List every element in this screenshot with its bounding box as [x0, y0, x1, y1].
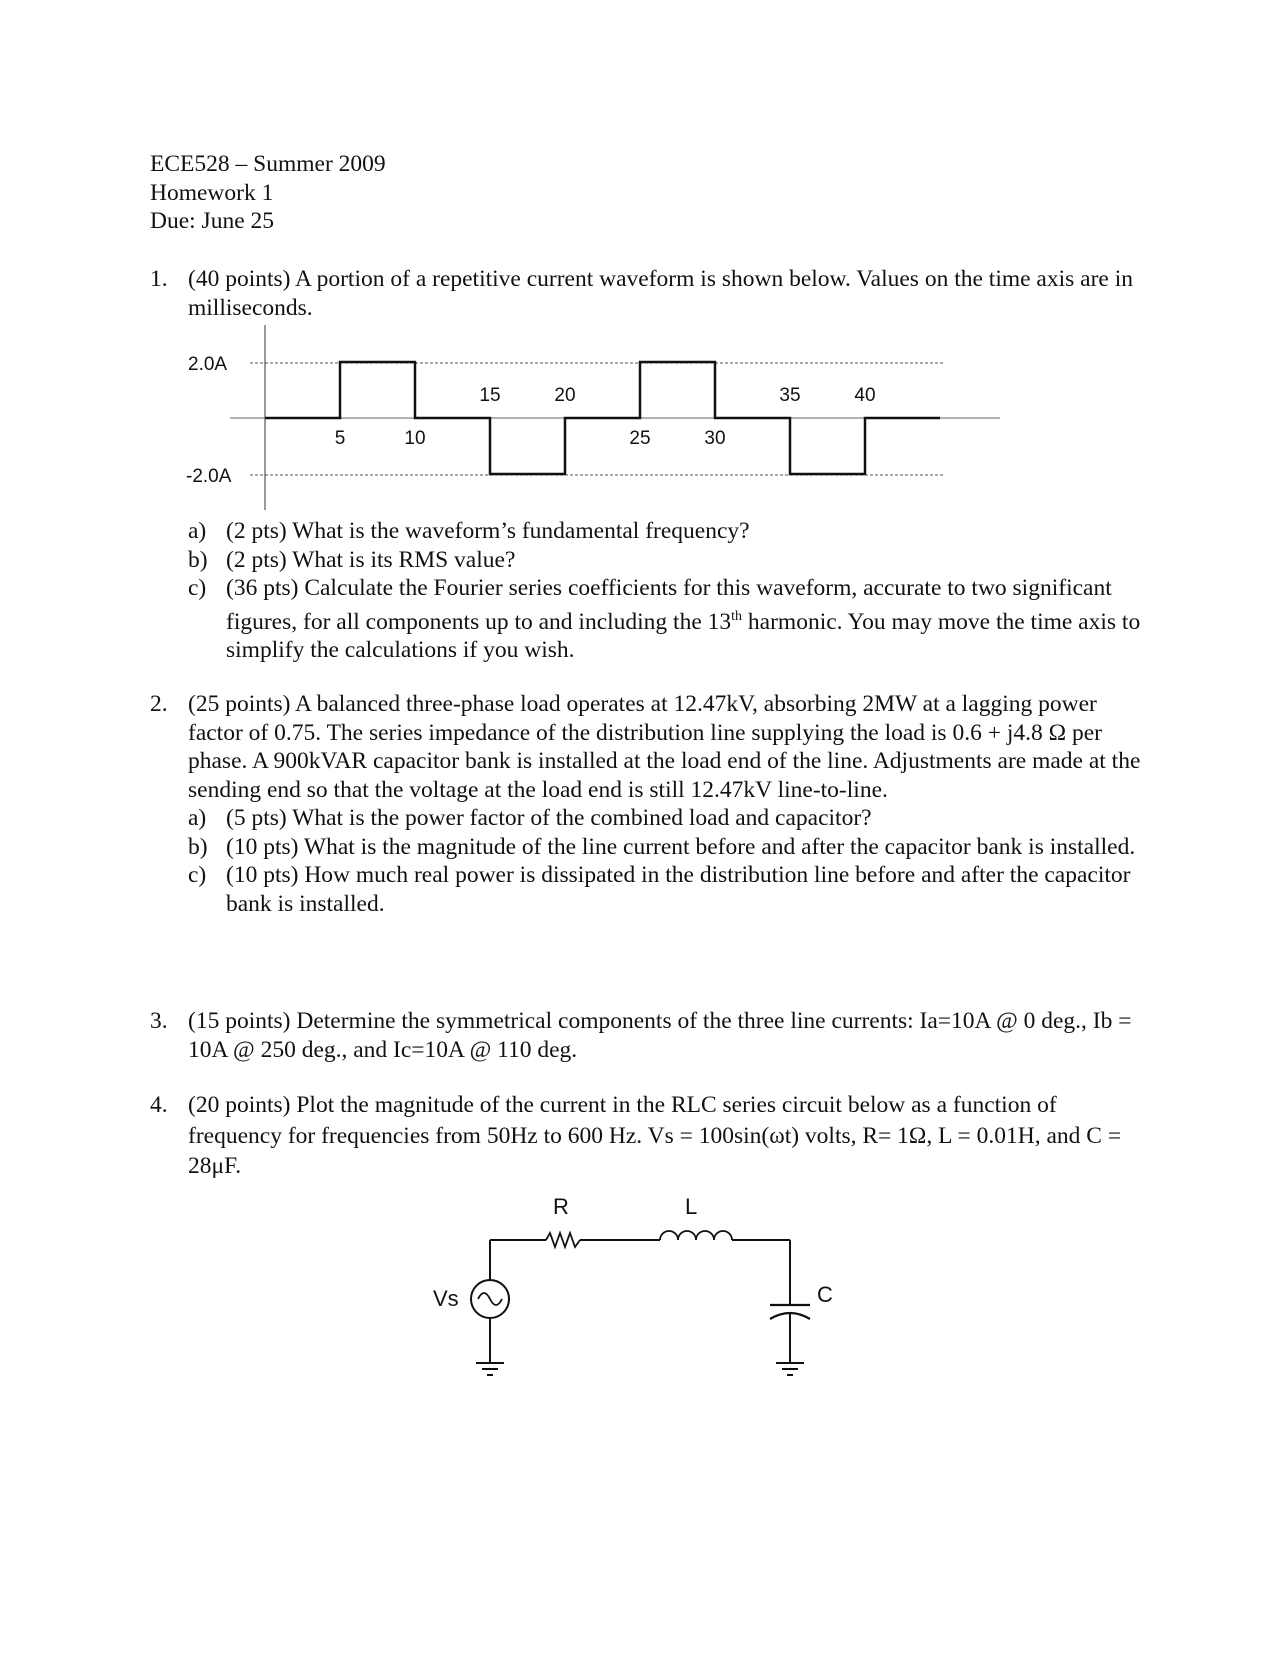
part-text: (2 pts) What is the waveform’s fundamental frequency?	[226, 518, 750, 544]
x-tick-label: 5	[334, 428, 346, 449]
inductor-symbol	[660, 1231, 732, 1240]
inductor-label: L	[685, 1194, 698, 1219]
part-text: (2 pts) What is its RMS value?	[226, 546, 516, 573]
x-tick-label: 15	[479, 385, 501, 406]
part-b	[188, 833, 1150, 862]
question-number: 1.	[150, 266, 168, 292]
question-number: 2.	[150, 691, 168, 717]
question-4	[150, 1090, 1150, 1182]
part-text	[226, 574, 1150, 664]
part-text-after: harmonic. You may move the time axis to simplify the calculations if you wish.	[226, 608, 1141, 663]
course-title: ECE528 – Summer 2009	[150, 151, 386, 177]
part-label: a)	[188, 805, 207, 831]
question-3	[150, 1007, 1150, 1064]
part-b	[188, 546, 1150, 575]
question-text: (25 points) A balanced three-phase load operates at 12.47kV, absorbing 2MW at a lagging power factor of 0.75. The series impedance of the distribution line supplying the load is 0.6 + j4.8 Ω per phase. A 900kVAR capacitor bank is installed at the load end of the line. Adjustments are made at the sending end so that the voltage at the load end is still 12.47kV line-to-line.	[188, 691, 1141, 803]
question-number: 3.	[150, 1008, 168, 1034]
rlc-circuit	[0, 1185, 1280, 1425]
question-text: (15 points) Determine the symmetrical components of the three line currents: Ia=10A @ 0 deg., Ib = 10A @ 250 deg., and Ic=10A @ 110 deg.	[188, 1008, 1132, 1063]
part-text: (10 pts) What is the magnitude of the line current before and after the capacitor bank is installed.	[226, 833, 1136, 860]
question-1	[150, 265, 1150, 322]
x-tick-label: 10	[404, 428, 426, 449]
document-header	[150, 150, 386, 236]
part-a	[188, 517, 1150, 546]
question-text: (40 points) A portion of a repetitive current waveform is shown below. Values on the time axis are in milliseconds.	[188, 266, 1134, 321]
assignment-title: Homework 1	[150, 179, 274, 206]
part-a	[188, 804, 1150, 833]
part-label: b)	[188, 546, 208, 573]
question-1-parts	[150, 517, 1150, 664]
part-label: c)	[188, 575, 207, 601]
part-text-before: (36 pts) Calculate the Fourier series coefficients for this waveform, accurate to two significant figures, for all components up to and including the 13	[226, 575, 1112, 635]
part-c	[188, 861, 1150, 918]
superscript: th	[731, 608, 743, 624]
part-text: (10 pts) How much real power is dissipated in the distribution line before and after the capacitor bank is installed.	[226, 862, 1131, 917]
x-tick-label: 20	[554, 385, 576, 406]
sine-icon	[478, 1293, 502, 1305]
source-label: Vs	[433, 1286, 459, 1311]
part-label: b)	[188, 833, 208, 860]
part-c	[188, 574, 1150, 664]
x-tick-label: 30	[704, 428, 726, 449]
x-tick-label: 35	[779, 385, 801, 406]
question-number: 4.	[150, 1092, 168, 1118]
question-text: (20 points) Plot the magnitude of the current in the RLC series circuit below as a function of frequency for frequencies from 50Hz to 600 Hz. Vs = 100sin(ωt) volts, R= 1Ω, L = 0.01H, and C = 28μF.	[188, 1092, 1122, 1179]
y-tick-label-top: 2.0A	[188, 354, 228, 375]
part-label: a)	[188, 518, 207, 544]
question-2	[150, 690, 1150, 918]
x-tick-label: 40	[854, 385, 876, 406]
capacitor-label: C	[817, 1282, 833, 1307]
part-label: c)	[188, 862, 207, 888]
resistor-label: R	[553, 1194, 569, 1219]
resistor-symbol	[546, 1233, 580, 1247]
due-date: Due: June 25	[150, 208, 275, 234]
x-tick-label: 25	[629, 428, 651, 449]
y-tick-label-bottom: -2.0A	[186, 466, 232, 487]
part-text: (5 pts) What is the power factor of the combined load and capacitor?	[226, 805, 872, 831]
waveform-chart	[0, 320, 1280, 520]
